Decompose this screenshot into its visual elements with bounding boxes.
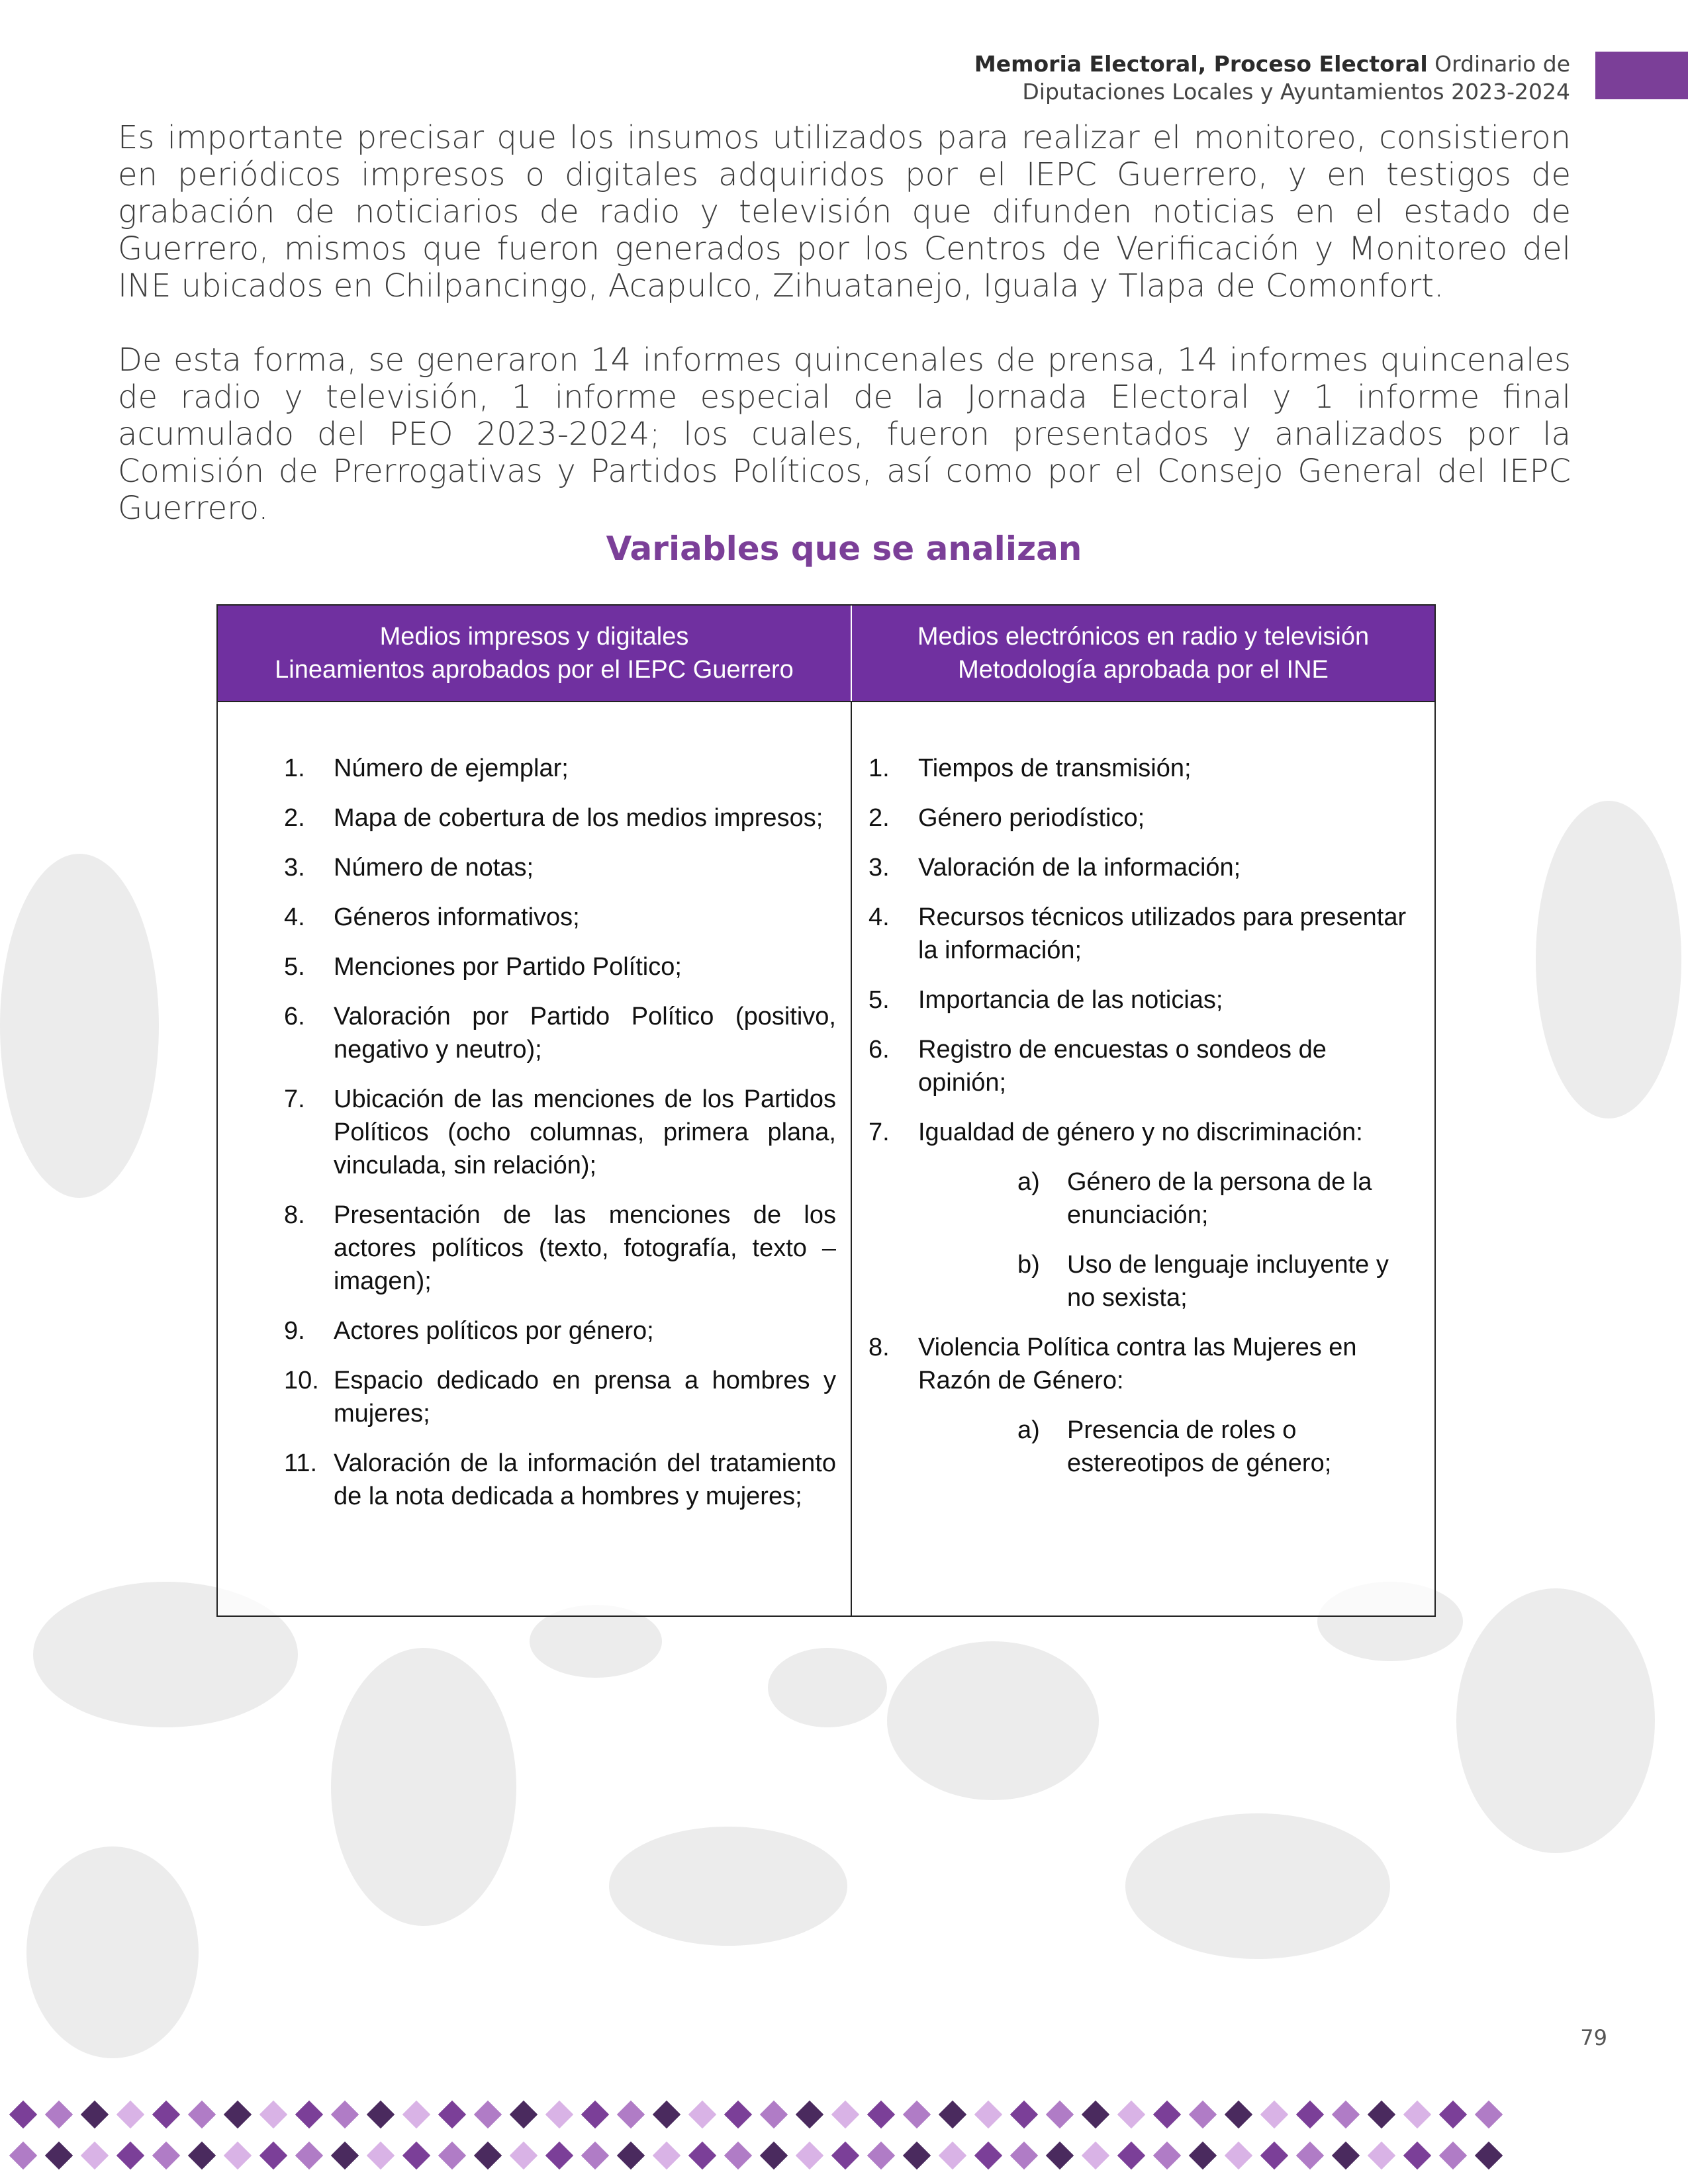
embroidery-motif	[152, 2101, 180, 2128]
list-item	[868, 851, 1420, 884]
list-text: Importancia de las noticias;	[918, 986, 1223, 1014]
header-title-rest: Ordinario de	[1427, 51, 1570, 77]
table-header-left	[218, 606, 852, 701]
embroidery-motif	[688, 2101, 716, 2128]
paragraph-1: Es importante precisar que los insumos utilizados para realizar el monitoreo, consistieron en periódicos impresos o digitales adquiridos por el IEPC Guerrero, y en testigos de grabación de noticiarios de radio y televisión que difunden noticias en el estado de Guerrero, mismos que fueron generados por los Centros de Verificación y Monitoreo del INE ubicados en Chilpancingo, Acapulco, Zihuatanejo, Iguala y Tlapa de Comonfort.	[118, 119, 1571, 304]
list-text: Igualdad de género y no discriminación:	[918, 1118, 1363, 1146]
embroidery-motif	[796, 2101, 823, 2128]
embroidery-motif	[224, 2101, 252, 2128]
running-header	[643, 50, 1570, 106]
list-text: Espacio dedicado en prensa a hombres y mujeres;	[334, 1367, 836, 1428]
list-text: Violencia Política contra las Mujeres en Razón de Género:	[918, 1334, 1357, 1394]
embroidery-motif	[331, 2142, 359, 2169]
embroidery-motif	[831, 2101, 859, 2128]
embroidery-motif	[1403, 2142, 1431, 2169]
embroidery-motif	[760, 2101, 788, 2128]
embroidery-motif	[1225, 2101, 1252, 2128]
embroidery-motif	[867, 2142, 895, 2169]
embroidery-motif	[545, 2101, 573, 2128]
list-item	[868, 901, 1420, 967]
list-number: 7.	[868, 1118, 890, 1146]
list-number: 5.	[284, 953, 305, 981]
embroidery-motif	[1439, 2142, 1467, 2169]
list-item	[284, 1083, 836, 1182]
list-text: Número de notas;	[334, 854, 534, 882]
embroidery-motif	[1439, 2101, 1467, 2128]
list-item	[284, 901, 836, 934]
paragraph-2: De esta forma, se generaron 14 informes quincenales de prensa, 14 informes quincenales de radio y televisión, 1 informe especial de la Jornada Electoral y 1 informe final acumulado del PEO 2023-2024; los cuales, fueron presentados y analizados por la Comisión de Prerrogativas y Partidos Políticos, así como por el Consejo General del IEPC Guerrero.	[118, 341, 1571, 527]
list-text: Género periodístico;	[918, 804, 1145, 832]
embroidery-motif	[402, 2142, 430, 2169]
embroidery-motif	[831, 2142, 859, 2169]
embroidery-motif	[1475, 2142, 1503, 2169]
list-number: 4.	[284, 903, 305, 931]
embroidery-motif	[581, 2101, 609, 2128]
embroidery-motif	[295, 2101, 323, 2128]
embroidery-motif	[9, 2142, 37, 2169]
list-number: 1.	[284, 754, 305, 782]
embroidery-motif	[1475, 2101, 1503, 2128]
embroidery-motif	[1046, 2101, 1074, 2128]
header-left-line2: Lineamientos aprobados por el IEPC Guerrero	[275, 656, 794, 684]
sub-list-item	[1017, 1248, 1420, 1314]
list-text: Mapa de cobertura de los medios impresos;	[334, 804, 823, 832]
page-number: 79	[1580, 2025, 1607, 2050]
embroidery-motif	[1260, 2101, 1288, 2128]
sub-list-text: Uso de lenguaje incluyente y no sexista;	[1067, 1251, 1389, 1312]
embroidery-motif	[1189, 2101, 1217, 2128]
embroidery-motif	[1368, 2101, 1395, 2128]
embroidery-motif	[188, 2101, 216, 2128]
embroidery-motif	[259, 2101, 287, 2128]
embroidery-motif	[1082, 2101, 1109, 2128]
section-title: Variables que se analizan	[606, 529, 1082, 568]
list-item	[284, 801, 836, 835]
header-color-tab	[1595, 52, 1688, 99]
embroidery-motif	[402, 2101, 430, 2128]
list-number: 7.	[284, 1085, 305, 1113]
left-variable-list	[218, 702, 851, 1513]
list-text: Actores políticos por género;	[334, 1317, 654, 1345]
list-number: 6.	[284, 1003, 305, 1030]
table-header-right	[852, 606, 1434, 701]
list-text: Valoración de la información;	[918, 854, 1241, 882]
sub-list-item	[1017, 1165, 1420, 1232]
embroidery-motif	[617, 2101, 645, 2128]
embroidery-motif	[903, 2101, 931, 2128]
list-number: 2.	[868, 804, 890, 832]
list-text: Menciones por Partido Político;	[334, 953, 682, 981]
embroidery-motif	[188, 2142, 216, 2169]
sub-list-item	[1017, 1414, 1420, 1480]
embroidery-motif	[1225, 2142, 1252, 2169]
embroidery-motif	[1189, 2142, 1217, 2169]
embroidery-motif	[867, 2101, 895, 2128]
list-number: 9.	[284, 1317, 305, 1345]
list-item	[868, 983, 1420, 1017]
table-body-row	[218, 701, 1434, 1615]
embroidery-motif	[9, 2101, 37, 2128]
list-text: Tiempos de transmisión;	[918, 754, 1192, 782]
embroidery-motif	[1153, 2101, 1181, 2128]
list-item	[868, 752, 1420, 785]
embroidery-motif	[581, 2142, 609, 2169]
table-header-row	[218, 606, 1434, 701]
list-item	[284, 752, 836, 785]
embroidery-motif	[1332, 2142, 1360, 2169]
decorative-embroidery-border	[0, 2085, 1503, 2184]
list-number: 3.	[284, 854, 305, 882]
variables-table	[216, 604, 1436, 1617]
list-text: Valoración de la información del tratamiento de la nota dedicada a hombres y mujeres;	[334, 1449, 836, 1510]
embroidery-motif	[438, 2101, 466, 2128]
sub-list-letter: b)	[1017, 1251, 1040, 1279]
right-column	[852, 702, 1434, 1615]
list-item	[284, 1447, 836, 1513]
list-number: 8.	[868, 1334, 890, 1361]
list-item	[868, 801, 1420, 835]
header-title-bold: Memoria Electoral, Proceso Electoral	[974, 51, 1428, 77]
embroidery-motif	[1368, 2142, 1395, 2169]
list-number: 10.	[284, 1367, 319, 1394]
list-item	[284, 1000, 836, 1066]
embroidery-motif	[474, 2101, 502, 2128]
sub-list-text: Género de la persona de la enunciación;	[1067, 1168, 1372, 1229]
embroidery-motif	[1296, 2142, 1324, 2169]
list-item	[868, 1331, 1420, 1480]
right-variable-list	[852, 702, 1434, 1480]
header-left-line1: Medios impresos y digitales	[379, 623, 689, 651]
embroidery-motif	[688, 2142, 716, 2169]
embroidery-motif	[259, 2142, 287, 2169]
embroidery-motif	[81, 2142, 109, 2169]
header-right-line2: Metodología aprobada por el INE	[958, 656, 1329, 684]
sub-list-political-violence	[918, 1397, 1420, 1480]
embroidery-motif	[1082, 2142, 1109, 2169]
embroidery-motif	[617, 2142, 645, 2169]
list-text: Valoración por Partido Político (positivo, negativo y neutro);	[334, 1003, 836, 1064]
list-number: 1.	[868, 754, 890, 782]
embroidery-motif	[1117, 2142, 1145, 2169]
sub-list-gender-equality	[918, 1149, 1420, 1314]
embroidery-motif	[117, 2101, 144, 2128]
embroidery-motif	[510, 2142, 538, 2169]
embroidery-motif	[295, 2142, 323, 2169]
sub-list-letter: a)	[1017, 1168, 1040, 1196]
list-item	[868, 1033, 1420, 1099]
left-column	[218, 702, 852, 1615]
embroidery-motif	[939, 2101, 966, 2128]
embroidery-motif	[939, 2142, 966, 2169]
embroidery-motif	[510, 2101, 538, 2128]
embroidery-motif	[653, 2101, 680, 2128]
list-number: 3.	[868, 854, 890, 882]
embroidery-motif	[1010, 2101, 1038, 2128]
embroidery-motif	[152, 2142, 180, 2169]
list-item	[868, 1116, 1420, 1314]
embroidery-motif	[1296, 2101, 1324, 2128]
list-item	[284, 851, 836, 884]
embroidery-motif	[545, 2142, 573, 2169]
list-text: Géneros informativos;	[334, 903, 580, 931]
list-text: Ubicación de las menciones de los Partidos Políticos (ocho columnas, primera plana, vinculada, sin relación);	[334, 1085, 836, 1179]
list-item	[284, 1314, 836, 1347]
body-text	[118, 119, 1571, 564]
list-item	[284, 1199, 836, 1298]
list-number: 6.	[868, 1036, 890, 1064]
embroidery-motif	[45, 2142, 73, 2169]
embroidery-motif	[474, 2142, 502, 2169]
list-text: Registro de encuestas o sondeos de opinión;	[918, 1036, 1327, 1097]
embroidery-motif	[438, 2142, 466, 2169]
list-number: 2.	[284, 804, 305, 832]
embroidery-motif	[1010, 2142, 1038, 2169]
embroidery-motif	[974, 2101, 1002, 2128]
embroidery-motif	[1153, 2142, 1181, 2169]
embroidery-motif	[331, 2101, 359, 2128]
embroidery-motif	[760, 2142, 788, 2169]
list-number: 11.	[284, 1449, 318, 1477]
embroidery-motif	[1332, 2101, 1360, 2128]
header-subtitle: Diputaciones Locales y Ayuntamientos 2023-2024	[1022, 79, 1570, 105]
list-text: Recursos técnicos utilizados para presentar la información;	[918, 903, 1407, 964]
embroidery-motif	[367, 2142, 395, 2169]
embroidery-motif	[1046, 2142, 1074, 2169]
embroidery-motif	[653, 2142, 680, 2169]
sub-list-letter: a)	[1017, 1416, 1040, 1444]
embroidery-motif	[1117, 2101, 1145, 2128]
list-number: 4.	[868, 903, 890, 931]
embroidery-motif	[81, 2101, 109, 2128]
embroidery-motif	[1403, 2101, 1431, 2128]
list-text: Número de ejemplar;	[334, 754, 569, 782]
embroidery-motif	[224, 2142, 252, 2169]
embroidery-motif	[1260, 2142, 1288, 2169]
list-number: 5.	[868, 986, 890, 1014]
embroidery-motif	[724, 2142, 752, 2169]
sub-list-text: Presencia de roles o estereotipos de género;	[1067, 1416, 1332, 1477]
embroidery-motif	[724, 2101, 752, 2128]
embroidery-motif	[45, 2101, 73, 2128]
list-item	[284, 950, 836, 983]
list-text: Presentación de las menciones de los actores políticos (texto, fotografía, texto –imagen);	[334, 1201, 836, 1295]
embroidery-motif	[117, 2142, 144, 2169]
embroidery-motif	[903, 2142, 931, 2169]
embroidery-motif	[796, 2142, 823, 2169]
header-right-line1: Medios electrónicos en radio y televisión	[917, 623, 1370, 651]
embroidery-motif	[974, 2142, 1002, 2169]
list-item	[284, 1364, 836, 1430]
list-number: 8.	[284, 1201, 305, 1229]
embroidery-motif	[367, 2101, 395, 2128]
